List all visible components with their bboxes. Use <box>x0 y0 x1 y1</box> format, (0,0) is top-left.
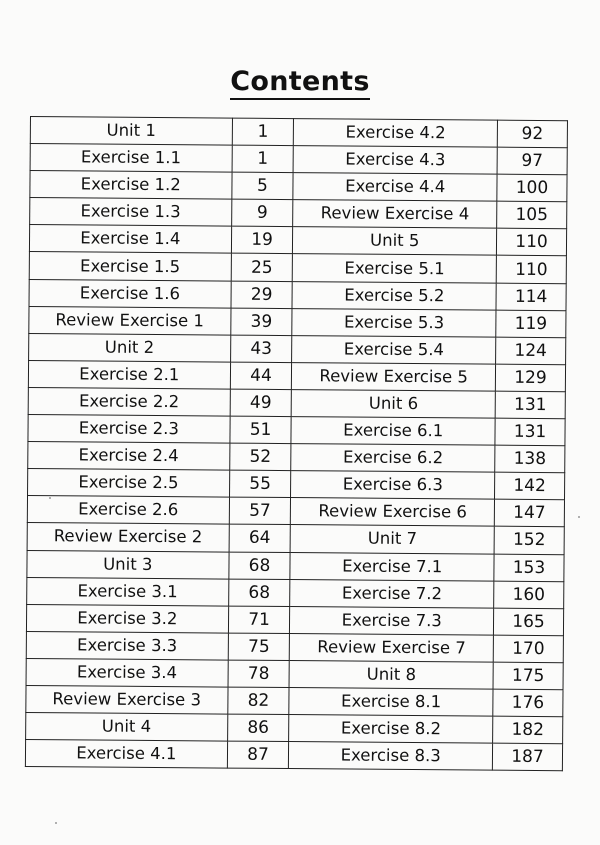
entry-name: Exercise 8.2 <box>289 715 493 744</box>
entry-name: Unit 1 <box>30 117 232 146</box>
table-row <box>26 604 563 635</box>
entry-name: Exercise 4.1 <box>25 740 227 769</box>
entry-name: Exercise 2.5 <box>28 469 230 498</box>
entry-page: 129 <box>495 364 565 392</box>
table-row <box>29 279 566 310</box>
entry-page: 153 <box>494 554 564 582</box>
table-row <box>25 740 562 771</box>
entry-name: Exercise 7.1 <box>290 552 494 581</box>
entry-page: 110 <box>496 256 566 284</box>
entry-page: 124 <box>496 337 566 365</box>
entry-page: 175 <box>493 662 563 690</box>
entry-name: Review Exercise 2 <box>27 523 229 552</box>
entry-page: 75 <box>228 633 290 661</box>
table-row <box>28 442 565 473</box>
entry-name: Exercise 3.2 <box>26 604 228 633</box>
entry-name: Unit 4 <box>26 713 228 742</box>
entry-name: Review Exercise 4 <box>293 200 497 229</box>
entry-name: Exercise 5.2 <box>292 281 496 310</box>
entry-page: 82 <box>227 687 289 715</box>
entry-page: 110 <box>496 229 566 257</box>
table-row <box>26 658 563 689</box>
entry-page: 51 <box>230 416 292 444</box>
table-row <box>29 252 566 283</box>
table-row <box>29 225 566 256</box>
entry-page: 68 <box>228 579 290 607</box>
table-row <box>26 685 563 716</box>
entry-name: Exercise 4.4 <box>293 173 497 202</box>
entry-page: 25 <box>231 254 293 282</box>
entry-page: 71 <box>228 606 290 634</box>
entry-name: Unit 5 <box>293 227 497 256</box>
entry-name: Exercise 1.2 <box>30 171 232 200</box>
entry-name: Unit 8 <box>289 660 493 689</box>
entry-name: Exercise 8.1 <box>289 688 493 717</box>
contents-table-body <box>25 117 567 771</box>
entry-page: 44 <box>230 362 292 390</box>
table-row <box>30 171 567 202</box>
entry-page: 1 <box>232 118 294 146</box>
entry-page: 43 <box>230 335 292 363</box>
entry-name: Exercise 2.2 <box>28 387 230 416</box>
entry-page: 105 <box>497 201 567 229</box>
entry-name: Exercise 1.3 <box>30 198 232 227</box>
entry-page: 9 <box>231 199 293 227</box>
table-row <box>28 360 565 391</box>
entry-page: 131 <box>495 391 565 419</box>
scan-speck <box>578 516 580 518</box>
entry-name: Review Exercise 7 <box>290 633 494 662</box>
entry-name: Exercise 1.1 <box>30 144 232 173</box>
entry-page: 160 <box>494 581 564 609</box>
scan-speck <box>49 497 51 499</box>
entry-page: 52 <box>229 443 291 471</box>
entry-page: 57 <box>229 497 291 525</box>
entry-name: Exercise 3.1 <box>27 577 229 606</box>
page-title <box>0 66 600 97</box>
entry-name: Unit 6 <box>292 390 496 419</box>
entry-name: Exercise 8.3 <box>289 742 493 771</box>
entry-page: 1 <box>232 145 294 173</box>
entry-name: Exercise 2.6 <box>27 496 229 525</box>
table-row <box>27 496 564 527</box>
table-row <box>30 198 567 229</box>
table-row <box>27 550 564 581</box>
table-row <box>29 306 566 337</box>
entry-name: Exercise 5.4 <box>292 335 496 364</box>
entry-page: 55 <box>229 470 291 498</box>
entry-page: 114 <box>496 283 566 311</box>
entry-page: 68 <box>228 552 290 580</box>
page-title-text: Contents <box>230 66 369 100</box>
entry-page: 119 <box>496 310 566 338</box>
entry-page: 138 <box>495 445 565 473</box>
scan-speck <box>55 822 57 824</box>
entry-page: 86 <box>227 714 289 742</box>
entry-name: Exercise 4.2 <box>294 119 498 148</box>
entry-page: 39 <box>230 308 292 336</box>
table-row <box>28 387 565 418</box>
entry-page: 97 <box>497 147 567 175</box>
table-row <box>30 144 567 175</box>
entry-name: Exercise 1.5 <box>29 252 231 281</box>
table-row <box>27 523 564 554</box>
table-row <box>26 631 563 662</box>
entry-name: Exercise 1.6 <box>29 279 231 308</box>
entry-name: Exercise 3.4 <box>26 658 228 687</box>
entry-name: Exercise 2.3 <box>28 415 230 444</box>
entry-page: 78 <box>228 660 290 688</box>
entry-name: Review Exercise 3 <box>26 685 228 714</box>
entry-page: 100 <box>497 174 567 202</box>
entry-name: Exercise 4.3 <box>293 146 497 175</box>
table-row <box>28 415 565 446</box>
entry-page: 64 <box>229 524 291 552</box>
entry-page: 165 <box>494 608 564 636</box>
entry-name: Exercise 3.3 <box>26 631 228 660</box>
entry-page: 170 <box>493 635 563 663</box>
entry-name: Exercise 5.1 <box>293 254 497 283</box>
entry-name: Exercise 5.3 <box>292 308 496 337</box>
entry-page: 49 <box>230 389 292 417</box>
entry-page: 142 <box>495 472 565 500</box>
entry-page: 187 <box>492 743 562 771</box>
entry-page: 182 <box>493 716 563 744</box>
entry-name: Exercise 7.3 <box>290 606 494 635</box>
table-row <box>28 469 565 500</box>
entry-page: 29 <box>231 281 293 309</box>
table-row <box>29 333 566 364</box>
entry-name: Unit 3 <box>27 550 229 579</box>
entry-page: 92 <box>497 120 567 148</box>
entry-page: 19 <box>231 226 293 254</box>
entry-page: 5 <box>231 172 293 200</box>
entry-name: Unit 2 <box>29 333 231 362</box>
table-row <box>27 577 564 608</box>
entry-name: Exercise 1.4 <box>29 225 231 254</box>
entry-name: Exercise 6.2 <box>291 444 495 473</box>
entry-name: Exercise 7.2 <box>290 579 494 608</box>
entry-page: 147 <box>494 499 564 527</box>
table-row <box>26 713 563 744</box>
entry-page: 87 <box>227 741 289 769</box>
entry-name: Review Exercise 1 <box>29 306 231 335</box>
table-row <box>30 117 567 148</box>
entry-page: 152 <box>494 527 564 555</box>
entry-name: Exercise 6.3 <box>291 471 495 500</box>
contents-table <box>25 116 568 771</box>
entry-name: Unit 7 <box>291 525 495 554</box>
entry-name: Exercise 2.4 <box>28 442 230 471</box>
entry-page: 176 <box>493 689 563 717</box>
entry-name: Review Exercise 5 <box>292 362 496 391</box>
entry-name: Review Exercise 6 <box>291 498 495 527</box>
entry-name: Exercise 6.1 <box>291 417 495 446</box>
entry-page: 131 <box>495 418 565 446</box>
entry-name: Exercise 2.1 <box>28 360 230 389</box>
